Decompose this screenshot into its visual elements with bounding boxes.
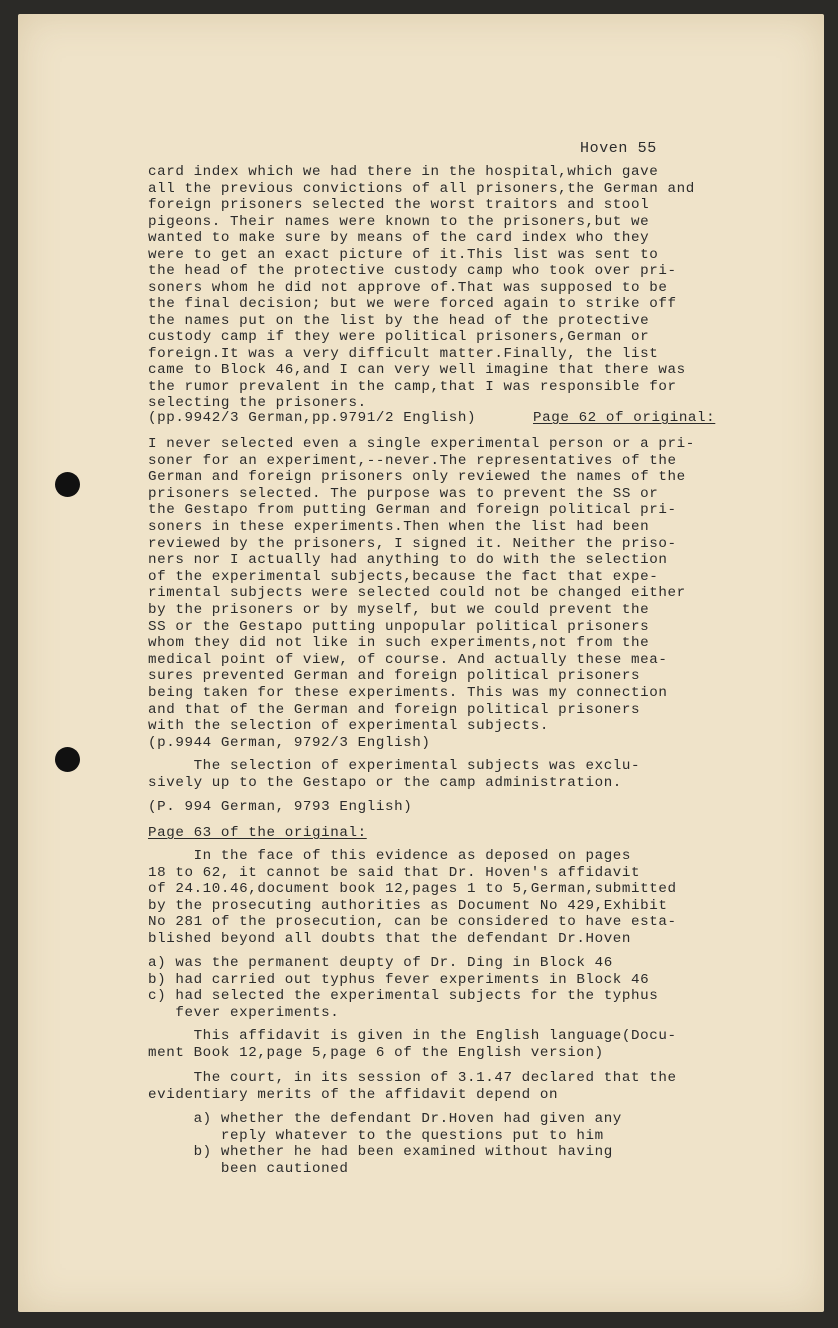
text-line: with the selection of experimental subjects. (148, 718, 550, 735)
text-line: sures prevented German and foreign political prisoners (148, 668, 641, 685)
text-line: came to Block 46,and I can very well imagine that there was (148, 362, 686, 378)
text-line: sively up to the Gestapo or the camp administration. (148, 774, 622, 791)
text-line: (p.9944 German, 9792/3 English) (148, 734, 431, 751)
text-line: I never selected even a single experimental person or a pri- (148, 436, 695, 452)
text-line: the Gestapo from putting German and foreign political pri- (148, 502, 677, 519)
text-line: No 281 of the prosecution, can be considered to have esta- (148, 914, 677, 931)
typed-text (18, 14, 716, 1177)
text-line: pigeons. Their names were known to the prisoners,but we (148, 213, 650, 230)
text-line: reviewed by the prisoners, I signed it. Neither the priso- (148, 535, 677, 552)
text-line: In the face of this evidence as deposed on pages (148, 848, 632, 864)
document-page (18, 14, 824, 1312)
text-line: the final decision; but we were forced again to strike off (148, 296, 677, 312)
page-63-heading: Page 63 of the original: (148, 825, 367, 841)
text-line: reply whatever to the questions put to him (148, 1127, 604, 1144)
text-line: ment Book 12,page 5,page 6 of the English version) (148, 1044, 604, 1061)
text-line: all the previous convictions of all prisoners,the German and (148, 180, 695, 197)
text-line: a) was the permanent deupty of Dr. Ding in Block 46 (148, 955, 613, 971)
text-line: German and foreign prisoners only reviewed the names of the (148, 469, 686, 486)
text-line: of the experimental subjects,because the fact that expe- (148, 568, 659, 585)
text-line: wanted to make sure by means of the card index who they (148, 230, 650, 246)
text-line: medical point of view, of course. And actually these mea- (148, 651, 668, 668)
text-line: soners whom he did not approve of.That was supposed to be (148, 279, 668, 296)
text-line: ners nor I actually had anything to do with the selection (148, 552, 668, 569)
text-line: SS or the Gestapo putting unpopular political prisoners (148, 618, 650, 635)
reference-1: (pp.9942/3 German,pp.9791/2 English) (148, 410, 477, 426)
text-line: c) had selected the experimental subjects for the typhus (148, 988, 659, 1004)
text-line: the rumor prevalent in the camp,that I was responsible for (148, 378, 677, 395)
text-line: b) had carried out typhus fever experiments in Block 46 (148, 971, 650, 988)
reference-3: (P. 994 German, 9793 English) (148, 799, 413, 815)
text-line: selecting the prisoners. (148, 395, 367, 411)
text-line: evidentiary merits of the affidavit depend on (148, 1086, 559, 1103)
text-line: 18 to 62, it cannot be said that Dr. Hoven's affidavit (148, 864, 641, 881)
text-line: The selection of experimental subjects was exclu- (148, 758, 641, 774)
page-62-heading: Page 62 of original: (533, 410, 716, 426)
text-line: blished beyond all doubts that the defendant Dr.Hoven (148, 931, 632, 947)
text-line: prisoners selected. The purpose was to prevent the SS or (148, 485, 659, 502)
text-line: a) whether the defendant Dr.Hoven had given any (148, 1111, 622, 1127)
text-line: soner for an experiment,--never.The representatives of the (148, 452, 677, 469)
text-line: whom they did not like in such experiments,not from the (148, 635, 650, 652)
text-line: of 24.10.46,document book 12,pages 1 to 5,German,submitted (148, 881, 677, 898)
text-line: being taken for these experiments. This was my connection (148, 685, 668, 701)
text-line: The court, in its session of 3.1.47 declared that the (148, 1070, 677, 1086)
text-line: soners in these experiments.Then when the list had been (148, 519, 650, 535)
punch-hole-top (55, 472, 80, 497)
text-line: by the prosecuting authorities as Document No 429,Exhibit (148, 897, 668, 914)
text-line: This affidavit is given in the English language(Docu- (148, 1028, 677, 1044)
text-line: and that of the German and foreign political prisoners (148, 701, 641, 718)
text-line: foreign.It was a very difficult matter.Finally, the list (148, 345, 659, 362)
text-line: by the prisoners or by myself, but we could prevent the (148, 602, 650, 618)
text-line: foreign prisoners selected the worst traitors and stool (148, 197, 650, 213)
text-line: fever experiments. (148, 1004, 340, 1021)
text-line: been cautioned (148, 1160, 349, 1177)
text-line: custody camp if they were political prisoners,German or (148, 329, 650, 345)
text-line: were to get an exact picture of it.This list was sent to (148, 246, 659, 263)
text-line: the names put on the list by the head of the protective (148, 312, 650, 329)
text-line: the head of the protective custody camp who took over pri- (148, 263, 677, 279)
text-line: card index which we had there in the hospital,which gave (148, 164, 659, 180)
punch-hole-bottom (55, 747, 80, 772)
text-line: rimental subjects were selected could not be changed either (148, 585, 686, 602)
text-line: b) whether he had been examined without having (148, 1144, 613, 1160)
page-label: Hoven 55 (580, 140, 657, 157)
